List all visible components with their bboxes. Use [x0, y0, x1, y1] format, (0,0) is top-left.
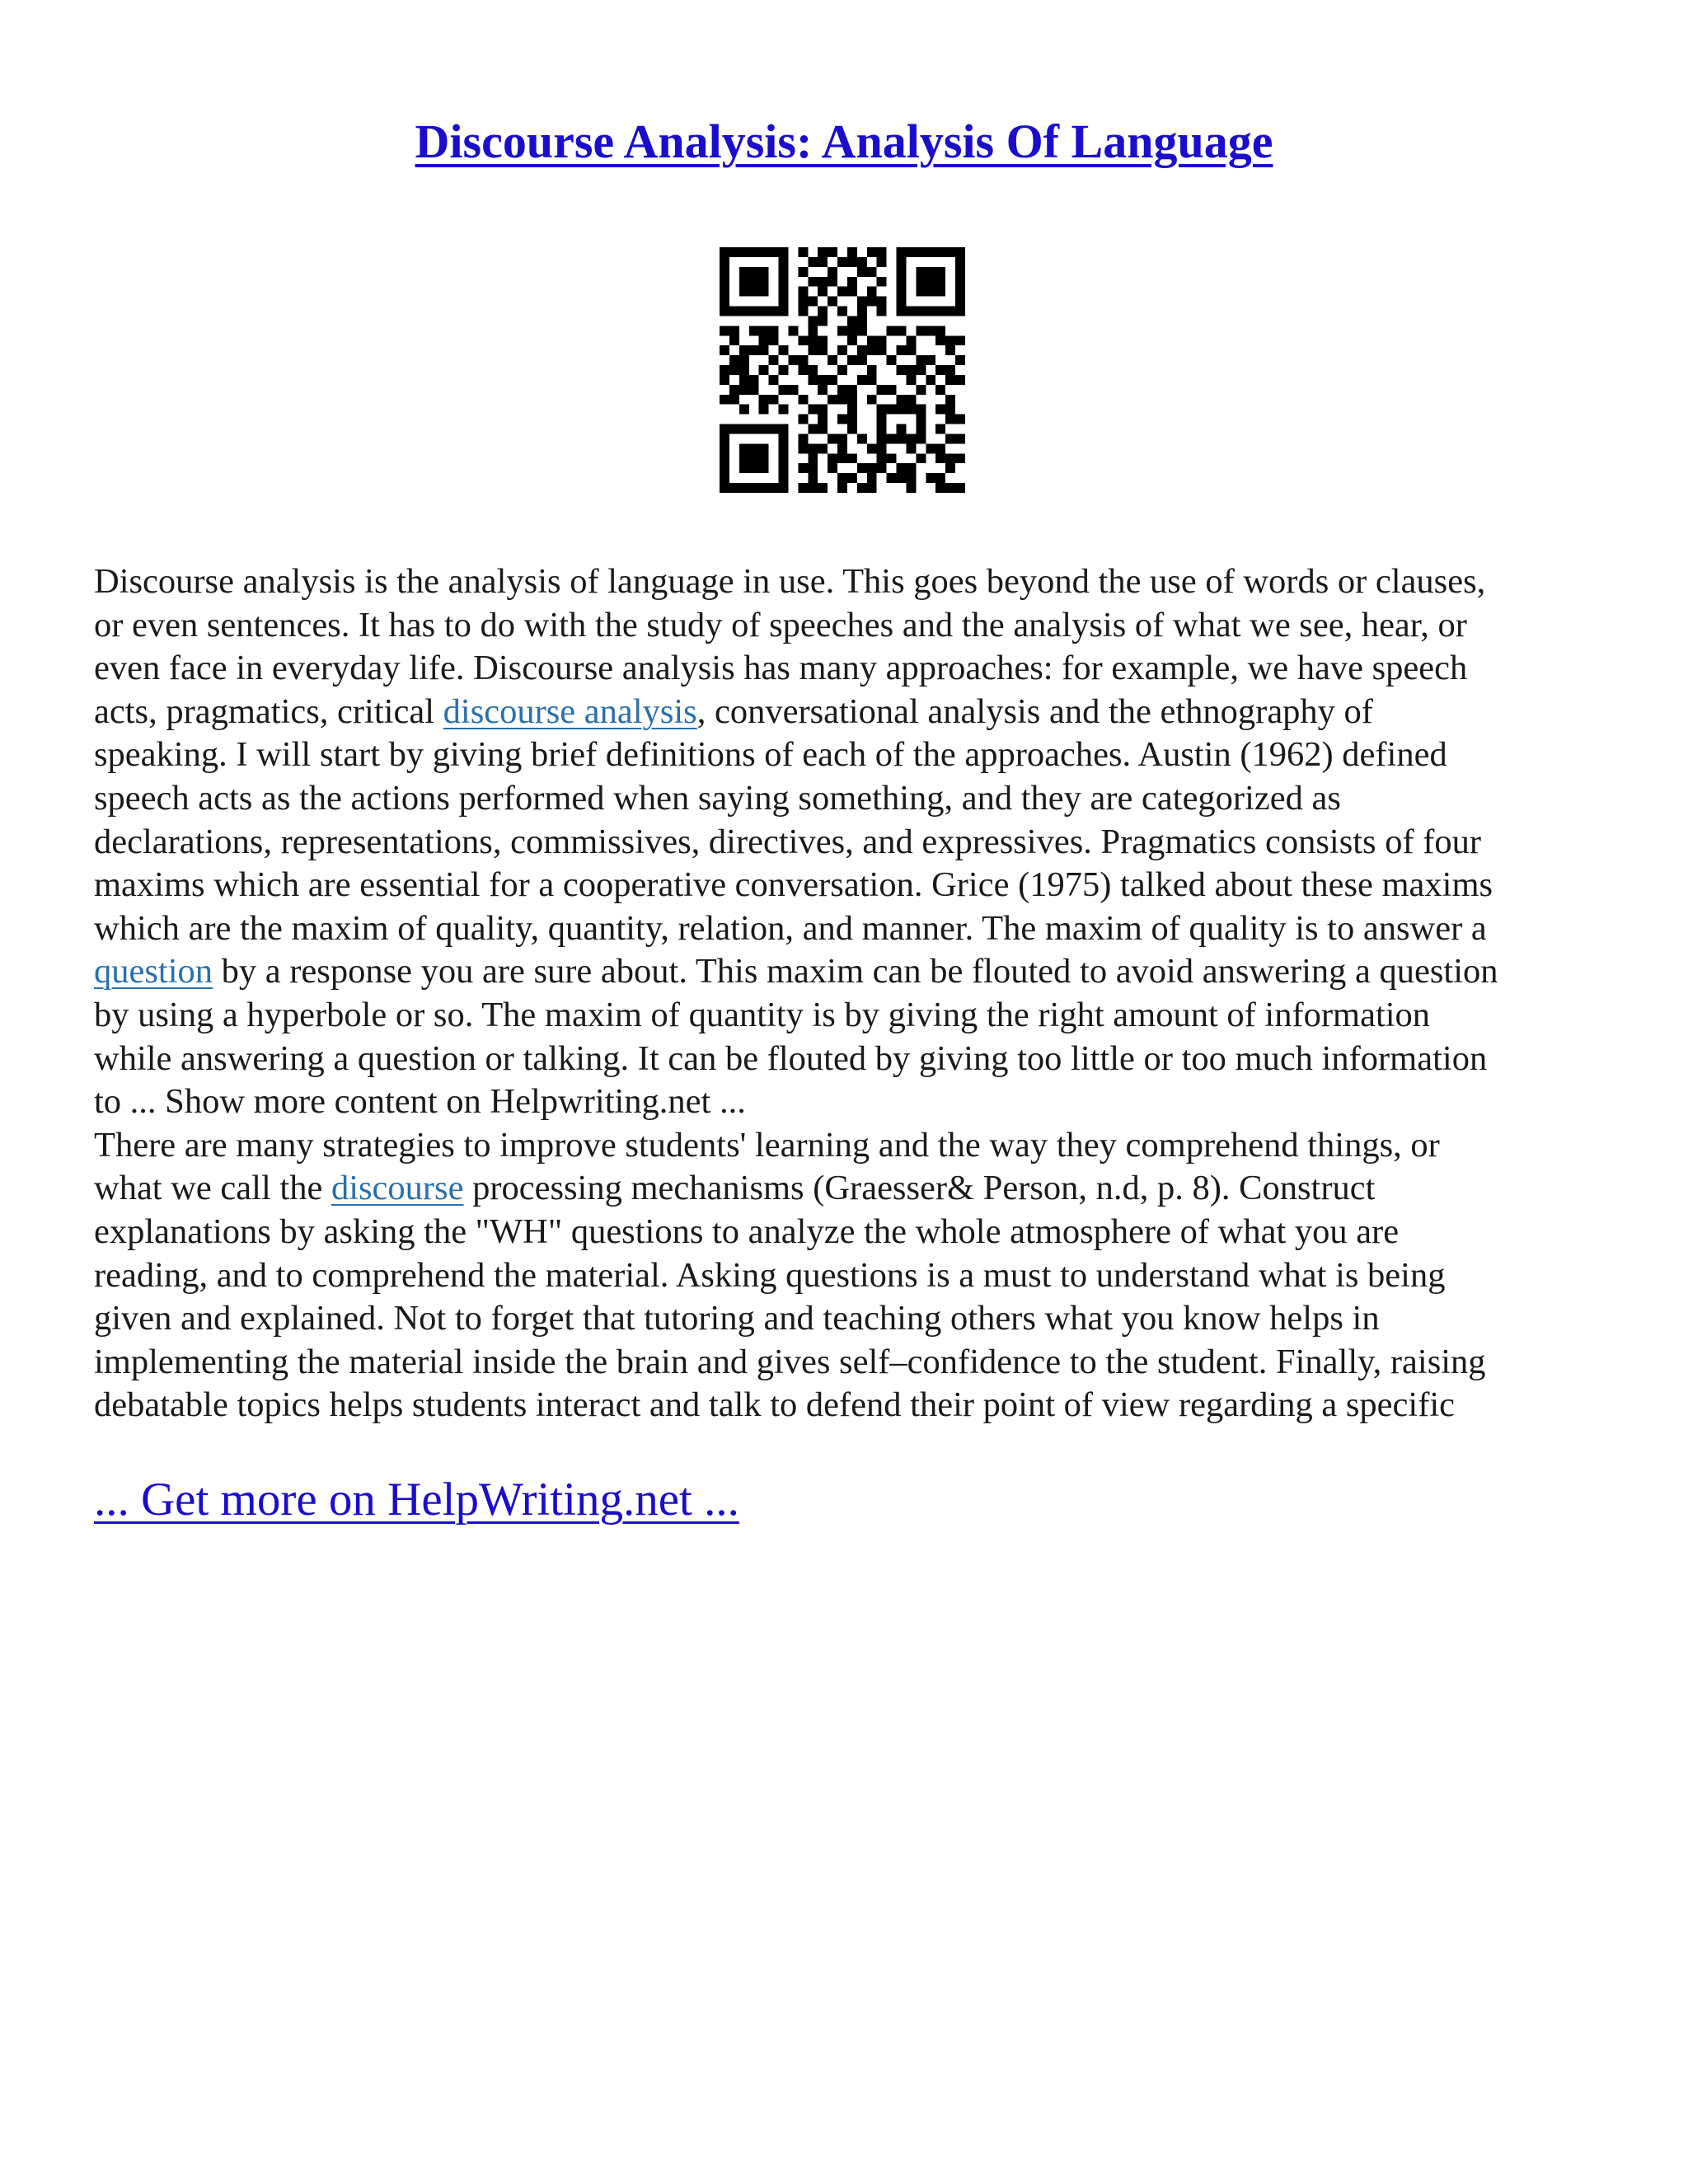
get-more-section: [94, 1473, 739, 1526]
article-body: [94, 560, 1602, 1427]
text-line: even face in everyday life. Discourse analysis has many approaches: for example, we have speech: [94, 649, 1468, 688]
get-more-link[interactable]: ... Get more on HelpWriting.net ...: [94, 1474, 739, 1526]
text-line: Discourse analysis is the analysis of language in use. This goes beyond the use of words or clauses,: [94, 562, 1486, 601]
page-title: [0, 114, 1688, 169]
text-line: or even sentences. It has to do with the study of speeches and the analysis of what we see, hear, or: [94, 605, 1467, 644]
text-segment: by a response you are sure about. This maxim can be flouted to avoid answering a question: [213, 952, 1498, 991]
text-line: [94, 691, 1602, 734]
text-segment: what we call the: [94, 1169, 331, 1208]
text-line: There are many strategies to improve students' learning and the way they comprehend things, or: [94, 1125, 1440, 1165]
discourse-analysis-link[interactable]: discourse analysis: [443, 691, 697, 731]
text-line: while answering a question or talking. It can be flouted by giving too little or too much information: [94, 1038, 1488, 1078]
text-line: which are the maxim of quality, quantity, relation, and manner. The maxim of quality is to answer a: [94, 908, 1487, 948]
text-segment: acts, pragmatics, critical: [94, 691, 443, 731]
text-line: to ... Show more content on Helpwriting.net ...: [94, 1082, 746, 1122]
text-line: maxims which are essential for a cooperative conversation. Grice (1975) talked about these maxims: [94, 865, 1493, 905]
qr-code-icon: [720, 247, 965, 493]
text-line: given and explained. Not to forget that tutoring and teaching others what you know helps in: [94, 1299, 1380, 1338]
text-line: by using a hyperbole or so. The maxim of quantity is by giving the right amount of information: [94, 995, 1431, 1034]
discourse-link[interactable]: discourse: [331, 1169, 464, 1208]
text-line: speech acts as the actions performed when saying something, and they are categorized as: [94, 778, 1341, 818]
text-segment: processing mechanisms (Graesser& Person, n.d, p. 8). Construct: [463, 1169, 1376, 1208]
text-line: implementing the material inside the brain and gives self–confidence to the student. Finally, raising: [94, 1342, 1486, 1381]
text-line: reading, and to comprehend the material. Asking questions is a must to understand what is being: [94, 1255, 1446, 1295]
text-line: declarations, representations, commissives, directives, and expressives. Pragmatics consists of four: [94, 822, 1482, 861]
text-line: debatable topics helps students interact and talk to defend their point of view regarding a specific: [94, 1385, 1456, 1425]
text-line: [94, 950, 1602, 994]
text-segment: , conversational analysis and the ethnography of: [696, 691, 1373, 731]
question-link[interactable]: question: [94, 952, 213, 991]
text-line: [94, 1167, 1602, 1211]
title-link[interactable]: Discourse Analysis: Analysis Of Language: [415, 115, 1273, 168]
text-line: speaking. I will start by giving brief definitions of each of the approaches. Austin (1962) defined: [94, 735, 1447, 775]
text-line: explanations by asking the "WH" questions to analyze the whole atmosphere of what you are: [94, 1212, 1400, 1251]
